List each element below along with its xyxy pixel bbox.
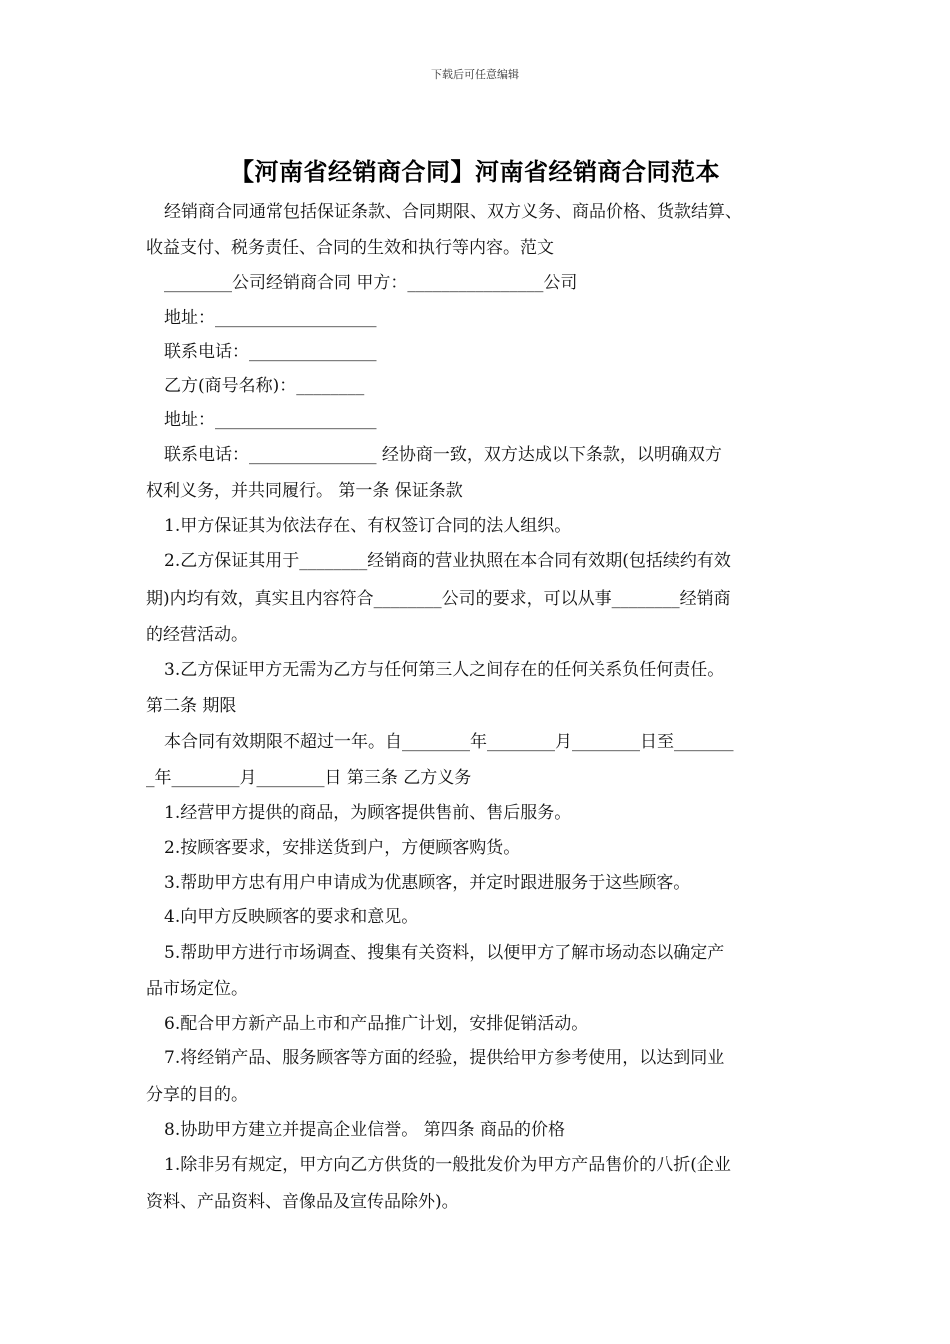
paragraph-line: 2.乙方保证其用于________经销商的营业执照在本合同有效期(包括续约有效 <box>164 551 731 571</box>
paragraph-line: 4.向甲方反映顾客的要求和意见。 <box>164 907 419 927</box>
section-heading: 第二条 期限 <box>146 696 237 716</box>
paragraph-line: 1.除非另有规定，甲方向乙方供货的一般批发价为甲方产品售价的八折(企业 <box>164 1155 731 1175</box>
paragraph-line: 8.协助甲方建立并提高企业信誉。 第四条 商品的价格 <box>164 1120 566 1140</box>
paragraph-line: 收益支付、税务责任、合同的生效和执行等内容。范文 <box>146 238 554 258</box>
paragraph-line: 的经营活动。 <box>146 625 248 645</box>
document-title: 【河南省经销商合同】河南省经销商合同范本 <box>230 157 720 186</box>
paragraph-line: 联系电话：_______________ 经协商一致，双方达成以下条款，以明确双方 <box>164 445 722 465</box>
paragraph-line: 1.甲方保证其为依法存在、有权签订合同的法人组织。 <box>164 516 572 536</box>
page-header: 下载后可任意编辑 <box>431 68 519 81</box>
paragraph-line: 联系电话：_______________ <box>164 342 377 362</box>
paragraph-line: 地址：___________________ <box>164 308 377 328</box>
paragraph-line: 地址：___________________ <box>164 410 377 430</box>
paragraph-line: 经销商合同通常包括保证条款、合同期限、双方义务、商品价格、货款结算、 <box>164 202 742 222</box>
paragraph-line: 期)内均有效，真实且内容符合________公司的要求，可以从事________经销商 <box>146 589 731 609</box>
paragraph-line: 乙方(商号名称)：________ <box>164 376 365 396</box>
paragraph-line: ________公司经销商合同 甲方：________________公司 <box>164 273 578 293</box>
paragraph-line: 3.帮助甲方忠有用户申请成为优惠顾客，并定时跟进服务于这些顾客。 <box>164 873 691 893</box>
paragraph-line: 品市场定位。 <box>146 979 248 999</box>
paragraph-line: 资料、产品资料、音像品及宣传品除外)。 <box>146 1192 459 1212</box>
paragraph-line: 3.乙方保证甲方无需为乙方与任何第三人之间存在的任何关系负任何责任。 <box>164 660 725 680</box>
paragraph-line: 7.将经销产品、服务顾客等方面的经验，提供给甲方参考使用，以达到同业 <box>164 1048 725 1068</box>
paragraph-line: 6.配合甲方新产品上市和产品推广计划，安排促销活动。 <box>164 1014 589 1034</box>
paragraph-line: 权利义务，并共同履行。 第一条 保证条款 <box>146 481 463 501</box>
paragraph-line: 分享的目的。 <box>146 1085 248 1105</box>
paragraph-line: 本合同有效期限不超过一年。自________年________月________日至_______ <box>164 732 734 752</box>
paragraph-line: _年________月________日 第三条 乙方义务 <box>146 768 472 788</box>
paragraph-line: 2.按顾客要求，安排送货到户，方便顾客购货。 <box>164 838 521 858</box>
paragraph-line: 1.经营甲方提供的商品，为顾客提供售前、售后服务。 <box>164 803 572 823</box>
paragraph-line: 5.帮助甲方进行市场调查、搜集有关资料，以便甲方了解市场动态以确定产 <box>164 943 725 963</box>
